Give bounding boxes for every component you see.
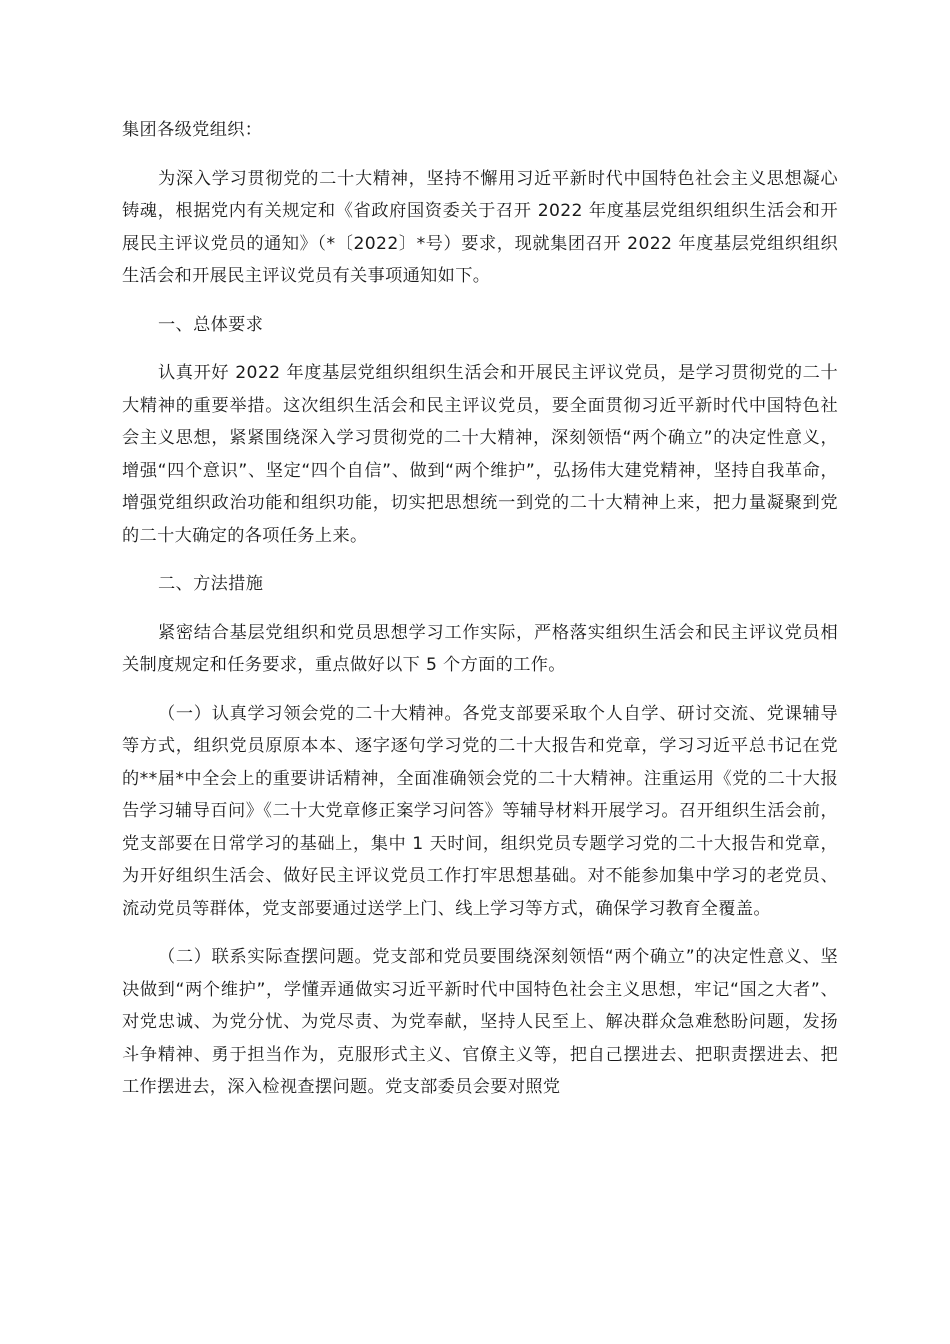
- section-heading-general-requirements: 一、总体要求: [158, 314, 264, 335]
- item-paragraph-2: （二）联系实际查摆问题。党支部和党员要围绕深刻领悟“两个确立”的决定性意义、坚决做到“两个维护”，学懂弄通做实习近平新时代中国特色社会主义思想，牢记“国之大者”、对党忠诚、为党分忧、为党尽责、为党奉献，坚持人民至上、解决群众急难愁盼问题，发扬斗争精神、勇于担当作为，克服形式主义、官僚主义等，把自己摆进去、把职责摆进去、把工作摆进去，深入检视查摆问题。党支部委员会要对照党: [122, 947, 838, 1097]
- section-body-general-requirements: 认真开好 2022 年度基层党组织组织生活会和开展民主评议党员，是学习贯彻党的二十大精神的重要举措。这次组织生活会和民主评议党员，要全面贯彻习近平新时代中国特色社会主义思想，紧紧围绕深入学习贯彻党的二十大精神，深刻领悟“两个确立”的决定性意义，增强“四个意识”、坚定“四个自信”、做到“两个维护”，弘扬伟大建党精神，坚持自我革命，增强党组织政治功能和组织功能，切实把思想统一到党的二十大精神上来，把力量凝聚到党的二十大确定的各项任务上来。: [122, 363, 838, 546]
- salutation: 集团各级党组织：: [122, 120, 263, 140]
- section-heading-methods: 二、方法措施: [158, 574, 264, 594]
- intro-paragraph: 为深入学习贯彻党的二十大精神，坚持不懈用习近平新时代中国特色社会主义思想凝心铸魂，根据党内有关规定和《省政府国资委关于召开 2022 年度基层党组织组织生活会和开展民主评议党员的通知》（*〔2022〕*号）要求，现就集团召开 2022 年度基层党组织组织生活会和开展民主评议党员有关事项通知如下。: [122, 168, 838, 286]
- section-body-methods: 紧密结合基层党组织和党员思想学习工作实际，严格落实组织生活会和民主评议党员相关制度规定和任务要求，重点做好以下 5 个方面的工作。: [122, 622, 838, 675]
- document-page: [122, 114, 838, 1104]
- item-paragraph-1: （一）认真学习领会党的二十大精神。各党支部要采取个人自学、研讨交流、党课辅导等方式，组织党员原原本本、逐字逐句学习党的二十大报告和党章，学习习近平总书记在党的**届*中全会上的重要讲话精神，全面准确领会党的二十大精神。注重运用《党的二十大报告学习辅导百问》《二十大党章修正案学习问答》等辅导材料开展学习。召开组织生活会前，党支部要在日常学习的基础上，集中 1 天时间，组织党员专题学习党的二十大报告和党章，为开好组织生活会、做好民主评议党员工作打牢思想基础。对不能参加集中学习的老党员、流动党员等群体，党支部要通过送学上门、线上学习等方式，确保学习教育全覆盖。: [122, 703, 838, 919]
